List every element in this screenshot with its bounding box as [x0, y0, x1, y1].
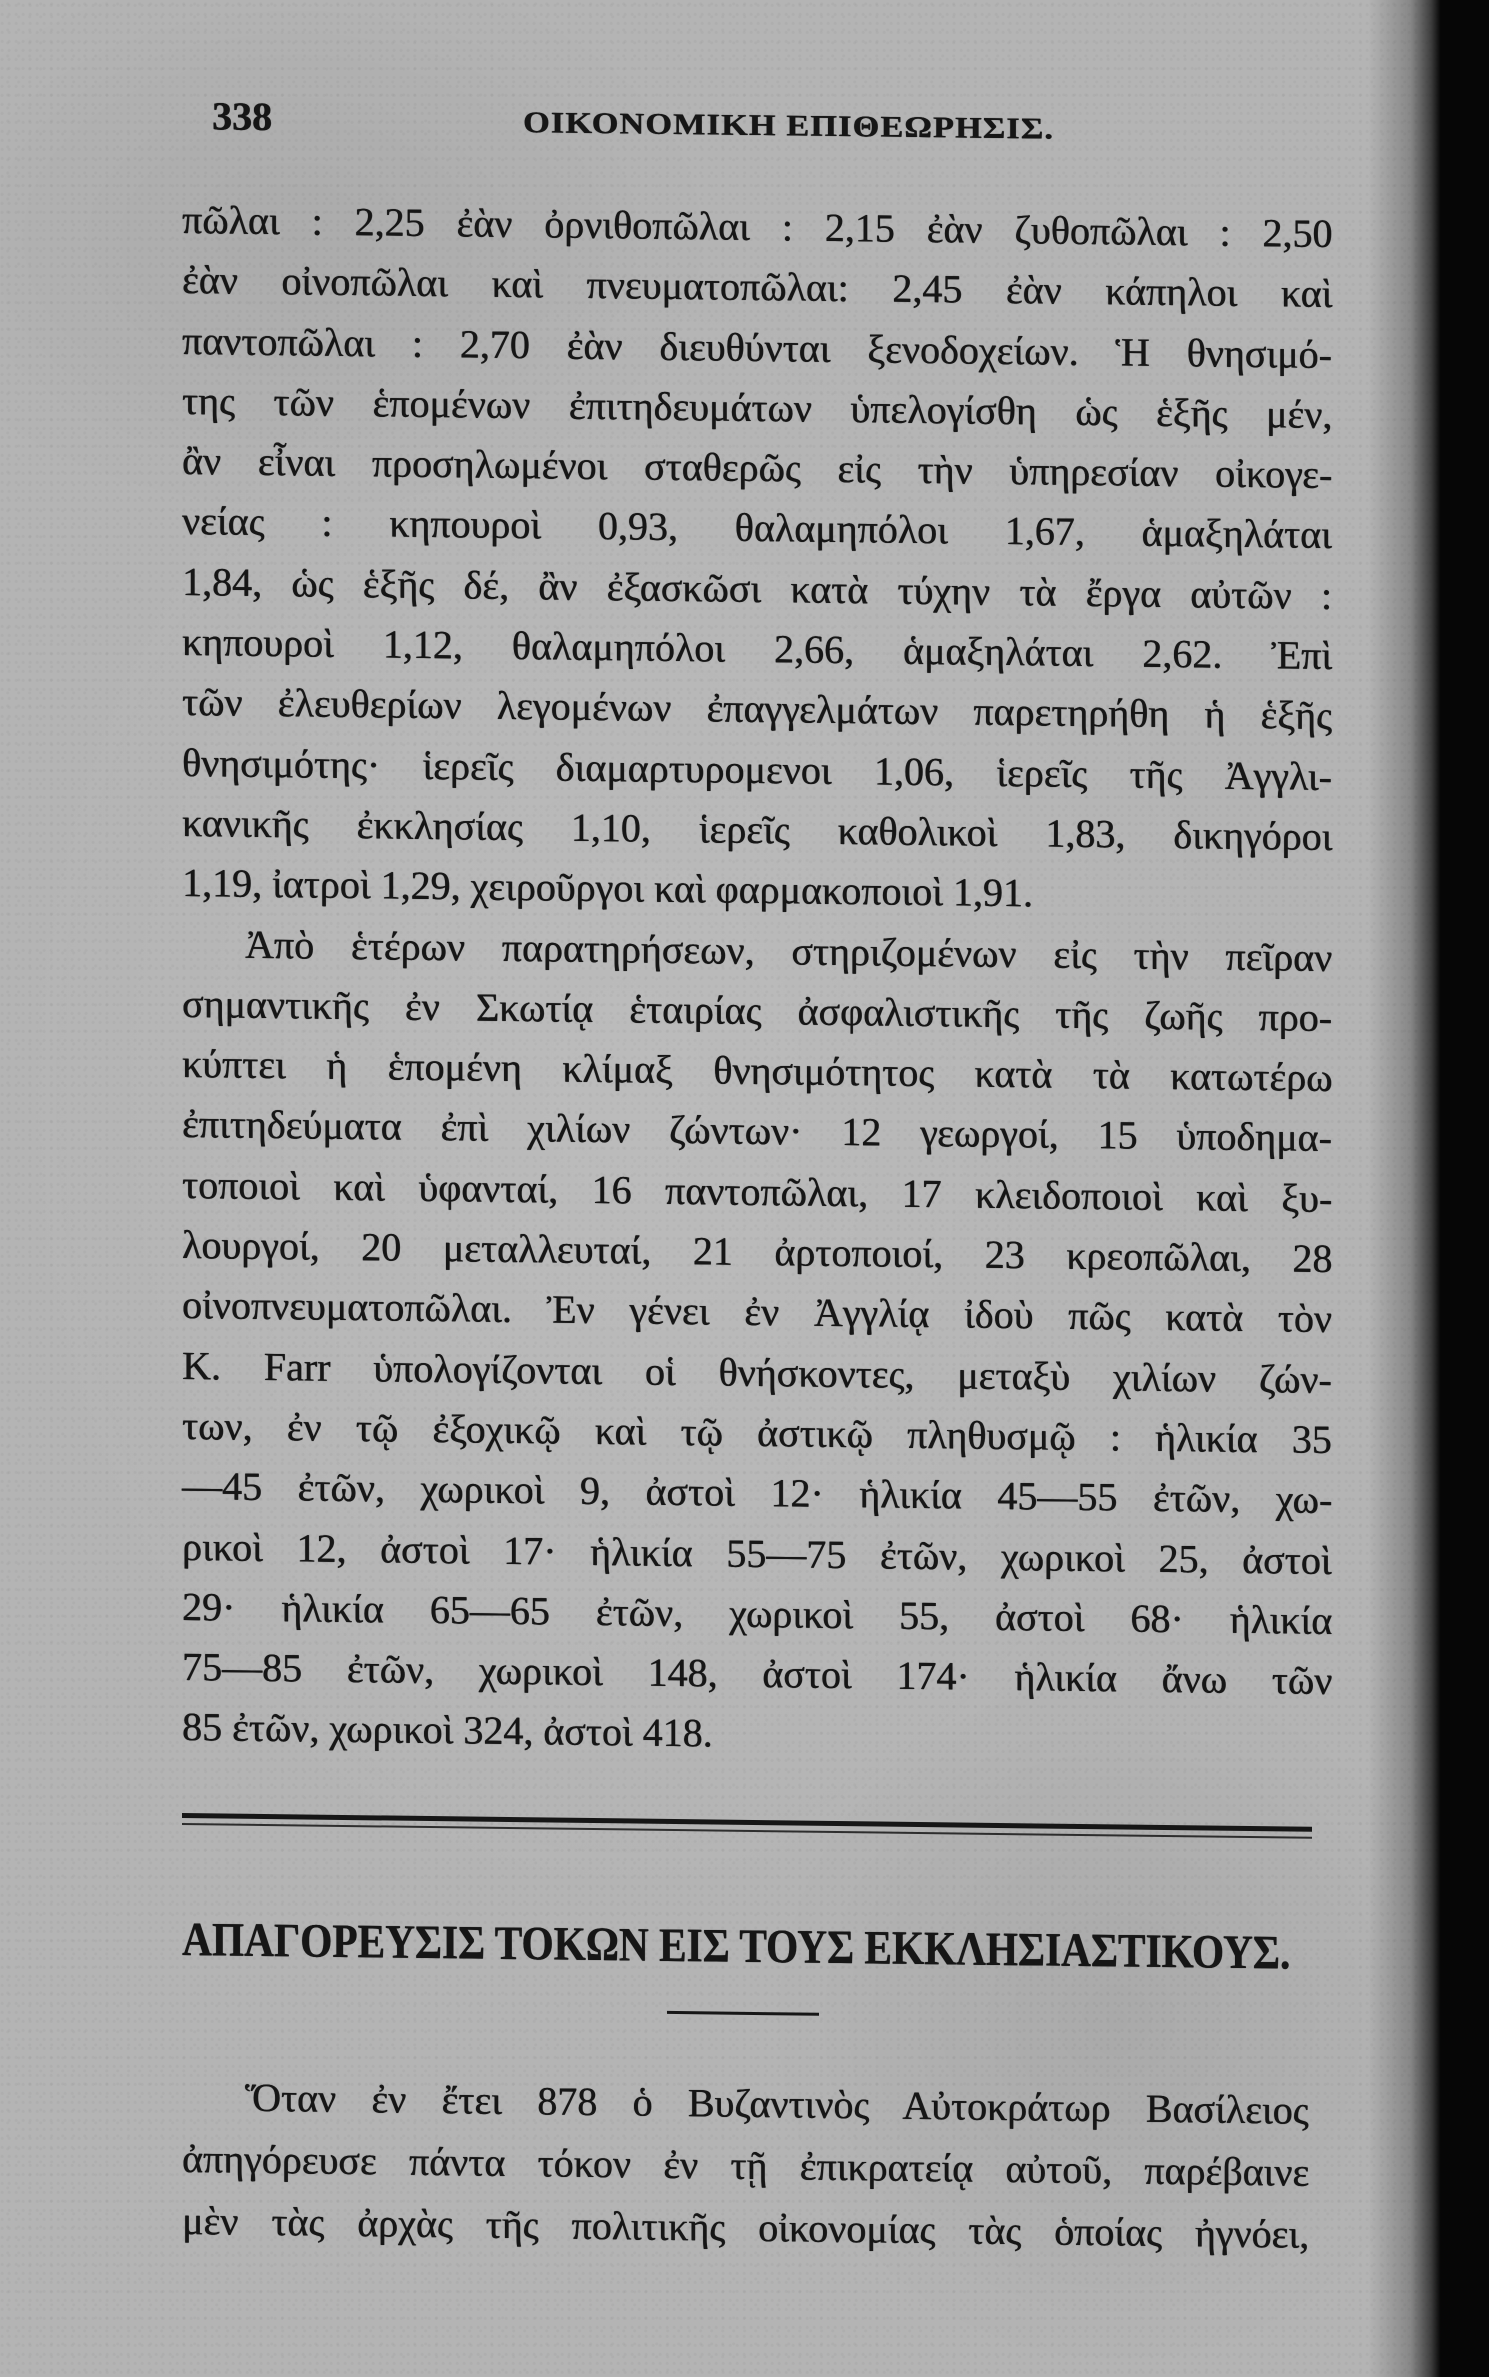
line-row — [182, 2190, 1309, 2266]
line-text: των, ἐν τῷ ἐξοχικῷ καὶ τῷ ἀστικῷ πληθυσμῷ : ἡλικία 35 — [182, 1402, 1332, 1462]
line-text: Ὅταν ἐν ἔτει 878 ὁ Βυζαντινὸς Αὐτοκράτωρ Βασίλειος — [245, 2074, 1309, 2133]
text-block — [182, 190, 1332, 1772]
running-head-row — [523, 100, 1054, 152]
running-head-text: ΟΙΚΟΝΟΜΙΚΗ ΕΠΙΘΕΩΡΗΣΙΣ. — [523, 106, 1055, 146]
line-text: σημαντικῆς ἐν Σκωτίᾳ ἑταιρίας ἀσφαλιστικῆς τῆς ζωῆς προ- — [182, 980, 1332, 1040]
line-text: ἂν εἶναι προσηλωμένοι σταθερῶς εἰς τὴν ὑπηρεσίαν οἰκογε- — [182, 438, 1333, 498]
line-text: κύπτει ἡ ἑπομένη κλίμαξ θνησιμότητος κατὰ τὰ κατωτέρω — [182, 1041, 1333, 1101]
page-number: 338 — [212, 93, 272, 140]
line-text: μὲν τὰς ἀρχὰς τῆς πολιτικῆς οἰκονομίας τὰς ὁποίας ἠγνόει, — [182, 2198, 1310, 2257]
section-heading-row — [182, 1911, 1290, 1983]
line-text: κανικῆς ἐκκλησίας 1,10, ἱερεῖς καθολικοὶ 1,83, δικηγόροι — [182, 799, 1333, 860]
line-text: λουργοί, 20 μεταλλευταί, 21 ἀρτοποιοί, 23 κρεοπῶλαι, 28 — [182, 1222, 1333, 1282]
line-text: τῶν ἐλευθερίων λεγομένων ἐπαγγελμάτων παρετηρήθη ἡ ἑξῆς — [182, 679, 1332, 739]
line-text: 1,19, ἰατροὶ 1,29, χειροῦργοι καὶ φαρμακοποιοὶ 1,91. — [182, 860, 1033, 916]
line-text: θνησιμότης· ἱερεῖς διαμαρτυρομενοι 1,06, ἱερεῖς τῆς Ἀγγλι- — [182, 739, 1332, 799]
line-text: νείας : κηπουροὶ 0,93, θαλαμηπόλοι 1,67, ἁμαξηλάται — [182, 498, 1332, 558]
line-text: 1,84, ὡς ἑξῆς δέ, ἂν ἐξασκῶσι κατὰ τύχην τὰ ἔργα αὐτῶν : — [182, 558, 1332, 618]
line-text: Κ. Farr ὑπολογίζονται οἱ θνήσκοντες, μεταξὺ χιλίων ζών- — [182, 1342, 1332, 1402]
line-text: της τῶν ἑπομένων ἐπιτηδευμάτων ὑπελογίσθη ὡς ἑξῆς μέν, — [182, 377, 1333, 437]
line-text: πῶλαι : 2,25 ἐὰν ὀρνιθοπῶλαι : 2,15 ἐὰν ζυθοπῶλαι : 2,50 — [182, 197, 1333, 257]
running-head — [523, 100, 1054, 152]
line-text: ἀπηγόρευσε πάντα τόκον ἐν τῇ ἐπικρατείᾳ αὐτοῦ, παρέβαινε — [182, 2136, 1310, 2195]
line-text: ἐὰν οἰνοπῶλαι καὶ πνευματοπῶλαι: 2,45 ἐὰν κάπηλοι καὶ — [182, 257, 1333, 317]
binding-shadow — [1368, 0, 1489, 2377]
line-text: 75—85 ἐτῶν, χωρικοὶ 148, ἀστοὶ 174· ἡλικία ἄνω τῶν — [182, 1644, 1333, 1704]
line-text: παντοπῶλαι : 2,70 ἐὰν διευθύνται ξενοδοχείων. Ἡ θνησιμό- — [182, 317, 1332, 377]
section-heading-text: ΑΠΑΓΟΡΕΥΣΙΣ ΤΟΚΩΝ ΕΙΣ ΤΟΥΣ ΕΚΚΛΗΣΙΑΣΤΙΚΟΥΣ. — [182, 1913, 1291, 1980]
heading-rule — [667, 2011, 819, 2016]
section-heading — [182, 1911, 1290, 1983]
line-text: ρικοὶ 12, ἀστοὶ 17· ἡλικία 55—75 ἐτῶν, χωρικοὶ 25, ἀστοὶ — [182, 1523, 1332, 1583]
line-text: Ἀπὸ ἑτέρων παρατηρήσεων, στηριζομένων εἰς τὴν πεῖραν — [245, 921, 1333, 980]
line-text: κηπουροὶ 1,12, θαλαμηπόλοι 2,66, ἁμαξηλάται 2,62. Ἐπὶ — [182, 619, 1333, 679]
line-text: τοποιοὶ καὶ ὑφανταί, 16 παντοπῶλαι, 17 κλειδοποιοὶ καὶ ξυ- — [182, 1161, 1333, 1221]
line-text: 29· ἡλικία 65—65 ἐτῶν, χωρικοὶ 55, ἀστοὶ 68· ἡλικία — [182, 1583, 1333, 1643]
line-text: ἐπιτηδεύματα ἐπὶ χιλίων ζώντων· 12 γεωργοί, 15 ὑποδημα- — [182, 1101, 1332, 1161]
line-text: οἰνοπνευματοπῶλαι. Ἐν γένει ἐν Ἀγγλίᾳ ἰδοὺ πῶς κατὰ τὸν — [182, 1282, 1332, 1342]
line-text: —45 ἐτῶν, χωρικοὶ 9, ἀστοὶ 12· ἡλικία 45—55 ἐτῶν, χω- — [182, 1463, 1333, 1523]
line-row — [182, 1697, 1332, 1771]
article-paragraph — [182, 2066, 1309, 2266]
line-text: 85 ἐτῶν, χωρικοὶ 324, ἀστοὶ 418. — [182, 1704, 713, 1756]
